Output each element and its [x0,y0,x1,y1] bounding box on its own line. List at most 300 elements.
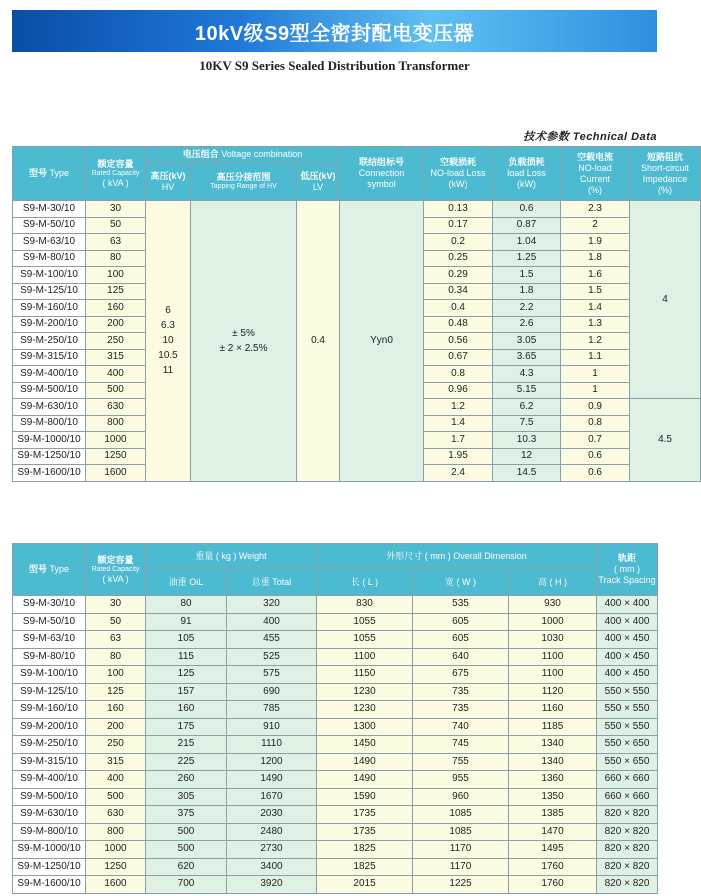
model-cell: S9-M-125/10 [13,683,86,701]
capacity-cell: 30 [86,201,146,218]
model-cell: S9-M-100/10 [13,267,86,284]
header2-dimension-text: 外形尺寸 ( mm ) Overall Dimension [386,551,527,561]
oil-weight-cell: 125 [146,666,227,684]
total-weight-cell: 3400 [227,858,317,876]
load-loss-cell: 4.3 [493,366,561,383]
oil-weight-cell: 225 [146,753,227,771]
model-cell: S9-M-1250/10 [13,448,86,465]
length-cell: 1300 [317,718,413,736]
height-cell: 1340 [509,753,597,771]
model-cell: S9-M-315/10 [13,349,86,366]
load-loss-cell: 1.04 [493,234,561,251]
model-cell: S9-M-630/10 [13,399,86,416]
width-cell: 675 [413,666,509,684]
model-cell: S9-M-500/10 [13,788,86,806]
table-row [13,666,658,684]
header2-capacity [86,544,146,596]
capacity-cell: 315 [86,349,146,366]
tapping-range-value: ± 2 × 2.5% [219,342,268,354]
table-row [13,858,658,876]
height-cell: 1470 [509,823,597,841]
track-spacing-cell: 400 × 450 [597,666,658,684]
noload-loss-cell: 0.56 [424,333,493,350]
noload-current-cell: 1.4 [561,300,630,317]
table-row [13,823,658,841]
track-spacing-cell: 400 × 400 [597,596,658,614]
model-cell: S9-M-250/10 [13,736,86,754]
load-loss-cell: 2.6 [493,316,561,333]
header2-model [13,544,86,596]
width-cell: 605 [413,613,509,631]
noload-loss-cell: 0.4 [424,300,493,317]
width-cell: 745 [413,736,509,754]
oil-weight-cell: 215 [146,736,227,754]
header-load-en: load Loss [507,168,546,178]
table-row [13,201,701,218]
oil-weight-cell: 500 [146,823,227,841]
height-cell: 930 [509,596,597,614]
table-row [13,788,658,806]
oil-weight-cell: 157 [146,683,227,701]
length-cell: 1825 [317,858,413,876]
height-cell: 1120 [509,683,597,701]
load-loss-cell: 6.2 [493,399,561,416]
width-cell: 1085 [413,806,509,824]
total-weight-cell: 575 [227,666,317,684]
capacity-cell: 500 [86,382,146,399]
header-load-cn: 负载损耗 [508,157,545,167]
header-capacity-cn: 额定容量 [97,158,134,169]
height-cell: 1350 [509,788,597,806]
capacity-cell: 630 [86,399,146,416]
header-capacity-en: Rated Capacity [91,169,140,177]
total-weight-cell: 1490 [227,771,317,789]
table-row [13,613,658,631]
header2-weight-text: 重量 ( kg ) Weight [195,551,267,561]
title-banner [12,10,657,52]
capacity-cell: 400 [86,771,146,789]
noload-current-cell: 1.8 [561,250,630,267]
header-hv-cn: 高压(kV) [150,170,186,181]
capacity-cell: 500 [86,788,146,806]
table-row [13,806,658,824]
oil-weight-cell: 80 [146,596,227,614]
length-cell: 1230 [317,683,413,701]
total-weight-cell: 785 [227,701,317,719]
noload-current-cell: 1.6 [561,267,630,284]
header2-model-cn: 型号 [28,564,47,574]
model-cell: S9-M-30/10 [13,596,86,614]
noload-loss-cell: 0.34 [424,283,493,300]
table-row [13,648,658,666]
header-capacity-unit: ( kVA ) [102,177,129,188]
header-load-loss [493,147,561,201]
oil-weight-cell: 375 [146,806,227,824]
load-loss-cell: 5.15 [493,382,561,399]
load-loss-cell: 14.5 [493,465,561,482]
noload-current-cell: 0.7 [561,432,630,449]
capacity-cell: 63 [86,234,146,251]
capacity-cell: 800 [86,823,146,841]
model-cell: S9-M-800/10 [13,823,86,841]
header2-oil [146,570,227,596]
track-spacing-cell: 400 × 450 [597,648,658,666]
track-spacing-cell: 550 × 550 [597,701,658,719]
noload-loss-cell: 0.2 [424,234,493,251]
width-cell: 740 [413,718,509,736]
header-model [13,147,86,201]
table-row [13,736,658,754]
header-capacity [86,147,146,201]
length-cell: 1490 [317,753,413,771]
header2-capacity-unit: ( kVA ) [102,573,129,584]
header-conn-en1: Connection [358,168,405,178]
load-loss-cell: 12 [493,448,561,465]
header-noload-unit: (kW) [448,179,468,189]
header2-oil-text: 油重 OiL [168,577,204,587]
height-cell: 1100 [509,648,597,666]
header2-track [597,544,658,596]
noload-loss-cell: 1.2 [424,399,493,416]
header2-model-en: Type [49,564,70,574]
noload-current-cell: 0.6 [561,448,630,465]
total-weight-cell: 320 [227,596,317,614]
impedance-cell: 4.5 [630,399,701,482]
oil-weight-cell: 500 [146,841,227,859]
model-cell: S9-M-800/10 [13,415,86,432]
model-cell: S9-M-500/10 [13,382,86,399]
hv-voltage-value: 10 [162,335,174,347]
model-cell: S9-M-63/10 [13,631,86,649]
track-spacing-cell: 820 × 820 [597,823,658,841]
tapping-range-value: ± 5% [232,327,255,339]
noload-current-cell: 2 [561,217,630,234]
hv-voltage-value: 10.5 [158,350,178,362]
noload-current-cell: 1.1 [561,349,630,366]
capacity-cell: 100 [86,267,146,284]
noload-current-cell: 1.9 [561,234,630,251]
header-imp-unit: (%) [658,184,673,195]
header2-weight [146,544,317,570]
hv-voltage-value: 6 [165,305,171,317]
model-cell: S9-M-1000/10 [13,841,86,859]
oil-weight-cell: 260 [146,771,227,789]
table-row [13,701,658,719]
header-tap-cn: 高压分接范围 [216,172,271,182]
capacity-cell: 160 [86,701,146,719]
capacity-cell: 1000 [86,432,146,449]
load-loss-cell: 3.05 [493,333,561,350]
header2-length [317,570,413,596]
header-conn-cn: 联结组标号 [359,157,405,167]
oil-weight-cell: 105 [146,631,227,649]
technical-data-body [13,201,701,482]
header2-length-text: 长 ( L ) [350,577,379,587]
capacity-cell: 1250 [86,448,146,465]
hv-voltage-cell [146,201,191,482]
track-spacing-cell: 550 × 650 [597,736,658,754]
model-cell: S9-M-80/10 [13,648,86,666]
header-impedance [630,147,701,201]
technical-data-label: 技术参数 Technical Data [523,131,657,143]
header-imp-en2: Impedance [642,173,688,184]
header-hv-en: HV [161,181,175,192]
capacity-cell: 80 [86,250,146,267]
noload-current-cell: 1.5 [561,283,630,300]
header-noload-cn: 空载损耗 [440,157,477,167]
capacity-cell: 250 [86,736,146,754]
header-noload-current [561,147,630,201]
length-cell: 1150 [317,666,413,684]
capacity-cell: 50 [86,217,146,234]
model-cell: S9-M-400/10 [13,366,86,383]
capacity-cell: 315 [86,753,146,771]
track-spacing-cell: 660 × 660 [597,788,658,806]
model-cell: S9-M-80/10 [13,250,86,267]
track-spacing-cell: 550 × 550 [597,718,658,736]
length-cell: 1590 [317,788,413,806]
oil-weight-cell: 700 [146,876,227,894]
noload-current-cell: 1 [561,366,630,383]
header-voltage-combination [146,147,340,163]
noload-current-cell: 0.6 [561,465,630,482]
noload-loss-cell: 1.95 [424,448,493,465]
length-cell: 1735 [317,823,413,841]
table-row [13,876,658,894]
hv-voltage-value: 11 [162,365,174,377]
capacity-cell: 80 [86,648,146,666]
load-loss-cell: 1.5 [493,267,561,284]
header-conn-en2: symbol [367,179,396,189]
height-cell: 1100 [509,666,597,684]
header2-dimension [317,544,597,570]
length-cell: 1100 [317,648,413,666]
model-cell: S9-M-315/10 [13,753,86,771]
capacity-cell: 400 [86,366,146,383]
total-weight-cell: 2030 [227,806,317,824]
header-current-unit: (%) [588,184,603,195]
capacity-cell: 125 [86,283,146,300]
oil-weight-cell: 305 [146,788,227,806]
track-spacing-cell: 400 × 450 [597,631,658,649]
load-loss-cell: 10.3 [493,432,561,449]
noload-loss-cell: 0.13 [424,201,493,218]
header-noload-loss [424,147,493,201]
header2-track-en: Track Spacing [598,575,656,585]
header-hv [146,163,191,201]
header-connection [340,147,424,201]
length-cell: 1490 [317,771,413,789]
model-cell: S9-M-160/10 [13,300,86,317]
model-cell: S9-M-1000/10 [13,432,86,449]
total-weight-cell: 2730 [227,841,317,859]
capacity-cell: 800 [86,415,146,432]
track-spacing-cell: 550 × 650 [597,753,658,771]
model-cell: S9-M-630/10 [13,806,86,824]
total-weight-cell: 910 [227,718,317,736]
length-cell: 1735 [317,806,413,824]
load-loss-cell: 1.25 [493,250,561,267]
track-spacing-cell: 820 × 820 [597,876,658,894]
load-loss-cell: 0.6 [493,201,561,218]
total-weight-cell: 1670 [227,788,317,806]
width-cell: 755 [413,753,509,771]
track-spacing-cell: 400 × 400 [597,613,658,631]
capacity-cell: 160 [86,300,146,317]
height-cell: 1000 [509,613,597,631]
noload-loss-cell: 0.29 [424,267,493,284]
header-tap-en: Tapping Range of HV [210,183,277,190]
header-current-en2: Current [580,173,611,184]
noload-loss-cell: 0.96 [424,382,493,399]
oil-weight-cell: 160 [146,701,227,719]
track-spacing-cell: 820 × 820 [597,841,658,859]
track-spacing-cell: 550 × 550 [597,683,658,701]
model-cell: S9-M-100/10 [13,666,86,684]
model-cell: S9-M-200/10 [13,718,86,736]
noload-loss-cell: 0.25 [424,250,493,267]
total-weight-cell: 400 [227,613,317,631]
track-spacing-cell: 820 × 820 [597,806,658,824]
capacity-cell: 125 [86,683,146,701]
capacity-cell: 30 [86,596,146,614]
length-cell: 1230 [317,701,413,719]
capacity-cell: 1000 [86,841,146,859]
oil-weight-cell: 620 [146,858,227,876]
header2-total [227,570,317,596]
table-row [13,753,658,771]
length-cell: 830 [317,596,413,614]
capacity-cell: 100 [86,666,146,684]
load-loss-cell: 7.5 [493,415,561,432]
noload-loss-cell: 0.48 [424,316,493,333]
model-cell: S9-M-1600/10 [13,876,86,894]
width-cell: 1170 [413,841,509,859]
noload-current-cell: 0.8 [561,415,630,432]
header2-height [509,570,597,596]
height-cell: 1385 [509,806,597,824]
length-cell: 1055 [317,613,413,631]
noload-current-cell: 2.3 [561,201,630,218]
total-weight-cell: 3920 [227,876,317,894]
header-lv [297,163,340,201]
total-weight-cell: 1200 [227,753,317,771]
header-tapping [191,163,297,201]
width-cell: 605 [413,631,509,649]
load-loss-cell: 3.65 [493,349,561,366]
length-cell: 1825 [317,841,413,859]
length-cell: 1055 [317,631,413,649]
width-cell: 735 [413,701,509,719]
height-cell: 1160 [509,701,597,719]
header2-capacity-cn: 额定容量 [97,554,134,565]
technical-data-table [12,146,701,482]
oil-weight-cell: 175 [146,718,227,736]
total-weight-cell: 1110 [227,736,317,754]
track-spacing-cell: 820 × 820 [597,858,658,876]
header-load-unit: (kW) [517,179,537,189]
total-weight-cell: 525 [227,648,317,666]
table-row [13,718,658,736]
dimension-body [13,596,658,894]
capacity-cell: 50 [86,613,146,631]
height-cell: 1030 [509,631,597,649]
table-row [13,683,658,701]
header-model-en: Type [49,168,70,178]
table-row [13,631,658,649]
model-cell: S9-M-30/10 [13,201,86,218]
length-cell: 1450 [317,736,413,754]
height-cell: 1185 [509,718,597,736]
height-cell: 1360 [509,771,597,789]
model-cell: S9-M-125/10 [13,283,86,300]
model-cell: S9-M-50/10 [13,217,86,234]
capacity-cell: 1600 [86,465,146,482]
model-cell: S9-M-63/10 [13,234,86,251]
header-model-cn: 型号 [28,168,47,178]
header-noload-en: NO-load Loss [430,168,486,178]
header2-height-text: 高 ( H ) [538,577,568,587]
load-loss-cell: 0.87 [493,217,561,234]
oil-weight-cell: 91 [146,613,227,631]
oil-weight-cell: 115 [146,648,227,666]
total-weight-cell: 455 [227,631,317,649]
total-weight-cell: 2480 [227,823,317,841]
length-cell: 2015 [317,876,413,894]
table-row [13,596,658,614]
width-cell: 535 [413,596,509,614]
width-cell: 955 [413,771,509,789]
model-cell: S9-M-160/10 [13,701,86,719]
width-cell: 960 [413,788,509,806]
model-cell: S9-M-400/10 [13,771,86,789]
height-cell: 1340 [509,736,597,754]
capacity-cell: 630 [86,806,146,824]
header-current-cn: 空载电流 [577,151,614,162]
width-cell: 1170 [413,858,509,876]
header2-track-cn: 轨距 [618,553,637,563]
header-voltage-cn: 电压组合 [182,149,219,159]
capacity-cell: 200 [86,316,146,333]
noload-current-cell: 1.3 [561,316,630,333]
header2-width [413,570,509,596]
load-loss-cell: 2.2 [493,300,561,317]
width-cell: 640 [413,648,509,666]
dimension-table [12,543,658,894]
header2-total-text: 总重 Total [251,577,292,587]
noload-loss-cell: 2.4 [424,465,493,482]
total-weight-cell: 690 [227,683,317,701]
noload-current-cell: 0.9 [561,399,630,416]
width-cell: 1085 [413,823,509,841]
page-subtitle: 10KV S9 Series Sealed Distribution Transformer [199,58,470,73]
height-cell: 1760 [509,876,597,894]
hv-voltage-value: 6.3 [161,320,175,332]
model-cell: S9-M-50/10 [13,613,86,631]
noload-loss-cell: 0.17 [424,217,493,234]
width-cell: 735 [413,683,509,701]
lv-voltage-cell: 0.4 [297,201,340,482]
noload-loss-cell: 0.8 [424,366,493,383]
noload-loss-cell: 0.67 [424,349,493,366]
height-cell: 1760 [509,858,597,876]
width-cell: 1225 [413,876,509,894]
capacity-cell: 1250 [86,858,146,876]
header2-capacity-en: Rated Capacity [91,565,140,573]
capacity-cell: 1600 [86,876,146,894]
capacity-cell: 63 [86,631,146,649]
model-cell: S9-M-1600/10 [13,465,86,482]
